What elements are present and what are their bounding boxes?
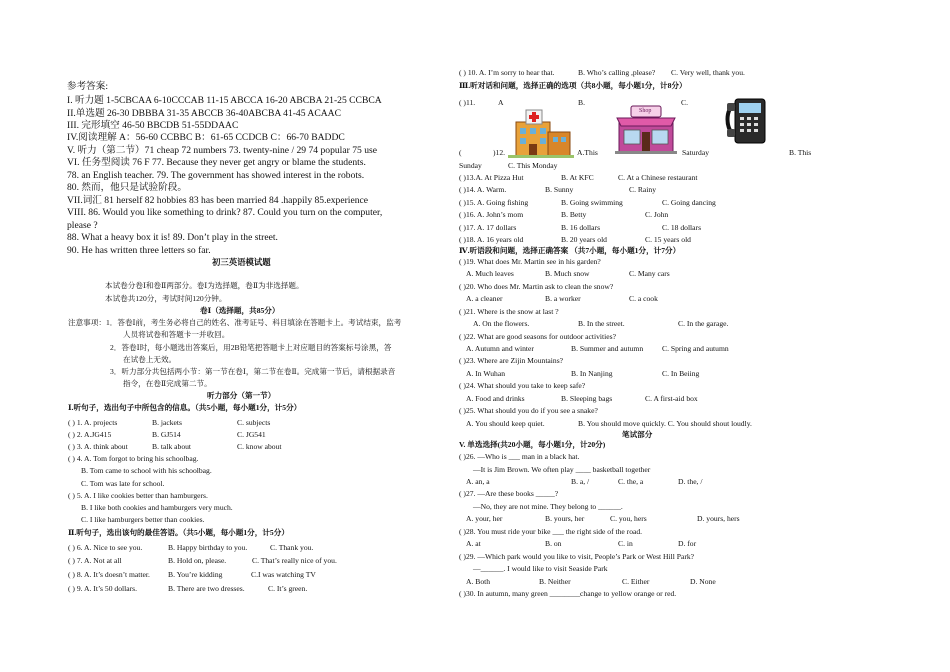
option-item: C. That’s really nice of you. xyxy=(252,556,337,565)
option-item: C. in xyxy=(618,539,633,548)
question-item: —______. I would like to visit Seaside Park xyxy=(473,564,608,573)
option-item: B. Going swimming xyxy=(561,198,623,207)
question-item: ( ) 2. A.JG415 xyxy=(68,430,112,439)
option-item: B. In Nanjing xyxy=(571,369,613,378)
question-item: ( )30. In autumn, many green ________change to yellow orange or red. xyxy=(459,589,677,598)
option-item: C. subjects xyxy=(237,418,271,427)
listening-part-heading: 听力部分（第一节） xyxy=(207,391,276,400)
section-heading: V. 单选选择(共20小题，每小题1分，计20分) xyxy=(459,440,606,449)
answer-line: 90. He has written three letters so far. xyxy=(67,245,211,256)
question-item: ( )11. xyxy=(459,98,476,107)
answer-line: V. 听力（第二节）71 cheap 72 numbers 73. twenty-nine / 29 74 popular 75 use xyxy=(67,145,377,156)
option-item: B. This xyxy=(789,148,812,157)
section-heading: Ⅲ.听对话和问题，选择正确的选项（共8小题，每小题1分，计8分） xyxy=(459,81,687,90)
question-item: ( ) 7. A. Not at all xyxy=(68,556,122,565)
option-item: C. I like hamburgers better than cookies. xyxy=(81,515,205,524)
question-item: ( )22. What are good seasons for outdoor activities? xyxy=(459,332,616,341)
option-item: C. Thank you. xyxy=(270,543,314,552)
option-item: A. Food and drinks xyxy=(466,394,525,403)
section-heading: Ⅳ.听语段和问题，选择正确答案 （共7小题，每小题1分，计7分） xyxy=(459,246,681,255)
option-item: C.I was watching TV xyxy=(251,570,316,579)
option-item: B. on xyxy=(545,539,562,548)
option-item: B. 20 years old xyxy=(561,235,607,244)
option-item: B. You should move quickly. C. You should shout loudly. xyxy=(578,419,752,428)
option-item: C. A first-aid box xyxy=(645,394,698,403)
question-item: ( ) 4. A. Tom forgot to bring his schoolbag. xyxy=(68,454,199,463)
option-item: B. You’re kidding xyxy=(168,570,223,579)
answer-line: VI. 任务型阅读 76 F 77. Because they never get angry or blame the students. xyxy=(67,157,366,168)
option-item: C. a cook xyxy=(629,294,658,303)
notice-line: 2．答卷Ⅰ时，每小题选出答案后，用2B铅笔把答题卡上对应题目的答案标号涂黑，答 xyxy=(110,343,392,352)
exam-title: 初三英语模试题 xyxy=(212,258,271,267)
answer-line: VIII. 86. Would you like something to drink? 87. Could you turn on the computer, xyxy=(67,207,383,218)
hospital-picture xyxy=(508,104,574,158)
exam-intro: 本试卷共120分，考试时间120分钟。 xyxy=(105,294,227,303)
answer-line: 80. 然而，他只是试验阶段。 xyxy=(67,182,187,193)
option-item: B. yours, her xyxy=(545,514,585,523)
question-item: ( )21. Where is the snow at last ? xyxy=(459,307,559,316)
option-item: B. jackets xyxy=(152,418,182,427)
option-item: C. Many cars xyxy=(629,269,670,278)
option-item: B. In the street. xyxy=(578,319,625,328)
option-item: A. Autumn and winter xyxy=(466,344,534,353)
question-item: —It is Jim Brown. We often play ____ basketball together xyxy=(473,465,651,474)
question-item: ( )28. You must ride your bike ___ the right side of the road. xyxy=(459,527,643,536)
question-item: ( xyxy=(459,148,462,157)
notice-line: 注意事项：1．答卷Ⅰ前，考生务必将自己的姓名、准考证号、科目填涂在答题卡上。考试结束，监考 xyxy=(68,318,402,327)
question-item: ( )13.A. At Pizza Hut xyxy=(459,173,524,182)
option-item: D. for xyxy=(678,539,697,548)
written-part-heading: 笔试部分 xyxy=(622,430,653,439)
option-item: C. the, a xyxy=(618,477,644,486)
question-item: ( )27. —Are these books _____? xyxy=(459,489,559,498)
option-item: B. Neither xyxy=(539,577,571,586)
question-item: ( )17. A. 17 dollars xyxy=(459,223,517,232)
question-item: —No, they are not mine. They belong to ______. xyxy=(473,502,623,511)
notice-line: 指令，在卷Ⅱ完成第二节。 xyxy=(123,379,212,388)
option-item: C. In Beiing xyxy=(662,369,700,378)
question-item: ( ) 6. A. Nice to see you. xyxy=(68,543,143,552)
option-item: Sunday xyxy=(459,161,482,170)
option-item: D. yours, hers xyxy=(697,514,740,523)
question-item: ( ) 3. A. think about xyxy=(68,442,128,451)
option-item: A. a cleaner xyxy=(466,294,503,303)
answer-line: III. 完形填空 46-50 BBCDB 51-55DDAAC xyxy=(67,120,239,131)
option-item: A xyxy=(498,98,504,107)
answer-line: I. 听力题 1-5CBCAA 6-10CCCAB 11-15 ABCCA 16-20 ABCBA 21-25 CCBCA xyxy=(67,95,382,106)
section-heading: Ⅱ.听句子，选出该句的最佳答语。（共5小题，每小题1分，计5分） xyxy=(68,528,289,537)
option-item: C. It’s green. xyxy=(268,584,308,593)
option-item: C. xyxy=(681,98,688,107)
option-item: B. Summer and autumn xyxy=(571,344,644,353)
option-item: B. Much snow xyxy=(545,269,590,278)
notice-line: 3．听力部分共包括两小节：第一节在卷Ⅰ，第二节在卷Ⅱ。完成第一节后，请根据录音 xyxy=(110,367,396,376)
option-item: B. GJ514 xyxy=(152,430,181,439)
option-item: C. JG541 xyxy=(237,430,266,439)
option-item: A. You should keep quiet. xyxy=(466,419,545,428)
question-item: ( )19. What does Mr. Martin see in his garden? xyxy=(459,257,601,266)
answer-line: 78. an English teacher. 79. The government has showed interest in the robots. xyxy=(67,170,365,181)
question-item: ( )14. A. Warm. xyxy=(459,185,507,194)
option-item: C. At a Chinese restaurant xyxy=(618,173,698,182)
option-item: B. At KFC xyxy=(561,173,594,182)
option-item: C. Rainy xyxy=(629,185,657,194)
answer-heading: 参考答案: xyxy=(67,81,109,92)
option-item: A. On the flowers. xyxy=(473,319,530,328)
option-item: A.This xyxy=(577,148,598,157)
option-item: C. John xyxy=(645,210,669,219)
question-item: ( ) 8. A. It’s doesn’t matter. xyxy=(68,570,150,579)
answer-line: please ? xyxy=(67,220,98,231)
option-item: C. Going dancing xyxy=(662,198,716,207)
answer-line: II.单选题 26-30 DBBBA 31-35 ABCCB 36-40ABCBA 41-45 ACAAC xyxy=(67,108,341,119)
option-item: C. 18 dollars xyxy=(662,223,702,232)
option-item: A. In Wuhan xyxy=(466,369,505,378)
phone-picture xyxy=(725,97,769,147)
option-item: C. Either xyxy=(622,577,650,586)
option-item: B. 16 dollars xyxy=(561,223,601,232)
question-item: ( )15. A. Going fishing xyxy=(459,198,529,207)
question-item: ( )26. —Who is ___ man in a black hat. xyxy=(459,452,580,461)
question-item: ( )16. A. John’s mom xyxy=(459,210,524,219)
option-item: C. Very well, thank you. xyxy=(671,68,745,77)
question-item: ( ) 10. A. I’m sorry to hear that. xyxy=(459,68,555,77)
option-item: B. Who’s calling ,please? xyxy=(578,68,656,77)
option-item: A. Much leaves xyxy=(466,269,514,278)
answer-line: VII.词汇 81 herself 82 hobbies 83 has been married 84 .happily 85.experience xyxy=(67,195,369,206)
option-item: B. xyxy=(578,98,585,107)
option-item: C. In the garage. xyxy=(678,319,729,328)
question-item: ( )23. Where are Zijin Mountains? xyxy=(459,356,564,365)
option-item: C. This Monday xyxy=(508,161,558,170)
section-heading: Ⅰ.听句子，选出句子中所包含的信息。（共5小题，每小题1分，计5分） xyxy=(68,403,302,412)
option-item: C. you, hers xyxy=(610,514,647,523)
question-item: ( )25. What should you do if you see a snake? xyxy=(459,406,598,415)
question-item: ( ) 9. A. It’s 50 dollars. xyxy=(68,584,137,593)
option-item: A. your, her xyxy=(466,514,503,523)
option-item: B. a worker xyxy=(545,294,581,303)
option-item: A. at xyxy=(466,539,481,548)
option-item: C. Tom was late for school. xyxy=(81,479,165,488)
option-item: B. Sleeping bags xyxy=(561,394,613,403)
volume-heading: 卷Ⅰ（选择题，共85分） xyxy=(200,306,280,315)
option-item: A. Both xyxy=(466,577,491,586)
option-item: B. Tom came to school with his schoolbag. xyxy=(81,466,212,475)
option-item: B. I like both cookies and hamburgers very much. xyxy=(81,503,233,512)
option-item: B. There are two dresses. xyxy=(168,584,245,593)
answer-line: 88. What a heavy box it is! 89. Don’t play in the street. xyxy=(67,232,278,243)
option-item: C. Spring and autumn xyxy=(662,344,729,353)
exam-intro: 本试卷分卷Ⅰ和卷Ⅱ两部分。卷Ⅰ为选择题，卷Ⅱ为非选择题。 xyxy=(105,281,304,290)
question-item: )12. xyxy=(493,148,506,157)
option-item: C. know about xyxy=(237,442,282,451)
shop-sign-text: Shop xyxy=(639,108,652,114)
question-item: ( )29. —Which park would you like to visit, People’s Park or West Hill Park? xyxy=(459,552,695,561)
option-item: B. a, / xyxy=(571,477,590,486)
notice-line: 在试卷上无效。 xyxy=(123,355,177,364)
option-item: D. the, / xyxy=(678,477,703,486)
question-item: ( ) 1. A. projects xyxy=(68,418,118,427)
question-item: ( )18. A. 16 years old xyxy=(459,235,524,244)
notice-line: 人员将试卷和答题卡一并收回。 xyxy=(123,330,230,339)
question-item: ( )20. Who does Mr. Martin ask to clean the snow? xyxy=(459,282,614,291)
question-item: ( )24. What should you take to keep safe? xyxy=(459,381,586,390)
answer-line: IV.阅读理解 A：56-60 CCBBC B：61-65 CCDCB C：66-70 BADDC xyxy=(67,132,345,143)
option-item: A. an, a xyxy=(466,477,490,486)
option-item: B. talk about xyxy=(152,442,192,451)
question-item: ( ) 5. A. I like cookies better than hamburgers. xyxy=(68,491,208,500)
option-item: C. 15 years old xyxy=(645,235,691,244)
option-item: Saturday xyxy=(682,148,709,157)
option-item: D. None xyxy=(690,577,716,586)
option-item: B. Sunny xyxy=(545,185,574,194)
option-item: B. Hold on, please. xyxy=(168,556,227,565)
option-item: B. Betty xyxy=(561,210,587,219)
option-item: B. Happy birthday to you. xyxy=(168,543,248,552)
